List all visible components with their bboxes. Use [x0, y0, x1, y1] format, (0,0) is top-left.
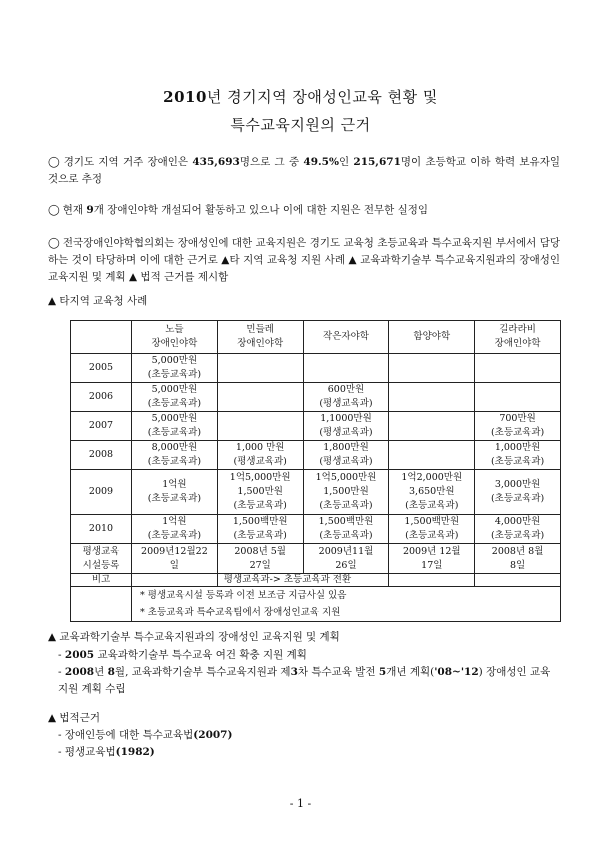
title-line-1 — [0, 88, 601, 106]
bold-number: '08~'12 — [434, 666, 479, 678]
cell-text: (초등교육과) — [147, 398, 202, 409]
year-cell: 2008 — [71, 441, 132, 470]
paragraph-disabled-population — [48, 154, 560, 188]
text: 교육과학기술부 특수교육 여건 확충 지원 계획 — [94, 649, 307, 661]
table-cell — [132, 412, 218, 441]
table-cell — [303, 515, 389, 544]
table-cell — [303, 354, 389, 383]
cell-text: (평생교육과) — [319, 456, 373, 467]
text: 평생교육법 — [64, 746, 116, 758]
cell-text: (초등교육과) — [233, 500, 287, 511]
legal-basis-item — [58, 727, 558, 744]
cell-text: 1억5,000만원 — [229, 472, 291, 483]
title-line-2: 특수교육지원의 근거 — [230, 116, 371, 134]
remarks-label-cell: 비고 — [71, 574, 132, 587]
header-text: 작은자야학 — [323, 331, 369, 342]
cell-text: 1억2,000만원 — [401, 472, 463, 483]
header-text: 민들레 — [246, 324, 274, 335]
cell-text: 1,500백만원 — [404, 516, 460, 527]
document-title — [0, 88, 601, 134]
table-cell — [475, 412, 561, 441]
cell-text: 1,800만원 — [323, 442, 369, 453]
moe-plan-2005 — [58, 647, 558, 664]
dash: - — [58, 729, 65, 741]
text: 인 — [338, 156, 354, 168]
table-row — [71, 515, 561, 544]
table-cell — [132, 470, 218, 515]
cell-text: (초등교육과) — [405, 530, 459, 541]
cell-text: 5,000만원 — [151, 384, 198, 395]
cell-text: 4,000만원 — [494, 516, 541, 527]
table-cell — [389, 383, 475, 412]
text: ) 장애성인 교육지원 계획 수립 — [58, 666, 551, 695]
section-legal-basis-title: ▲ 법적근거 — [48, 712, 100, 724]
text: 전국장애인야학협의회는 장애성인에 대한 교육지원은 경기도 교육청 초등교육과 특수교육지원 부서에서 담당하는 것이 타당하며 이에 대한 근거로 ▲타 지역 교육청 지원 사례 ▲ 교육과학기술부 특수교육지원과의 장애성인 교육지원 및 계획 ▲ 법적 근거를 제시함 — [48, 237, 560, 283]
cell-text: 3,000만원 — [494, 479, 541, 490]
bold-number: 5 — [378, 666, 387, 678]
text: 명이 초등학교 이하 학력 보유자일 것으로 추정 — [48, 156, 560, 185]
registration-label-cell — [71, 544, 132, 574]
cell-text: (초등교육과) — [490, 493, 545, 504]
table-cell — [132, 441, 218, 470]
registration-row — [71, 544, 561, 574]
cell-text: 평생교육 — [82, 545, 120, 557]
year-cell: 2006 — [71, 383, 132, 412]
cell-text: 1억원 — [162, 479, 187, 490]
table-cell — [475, 354, 561, 383]
year-cell: 2009 — [71, 470, 132, 515]
paragraph-night-school-count — [48, 202, 560, 219]
paragraph-association-claim — [48, 235, 560, 286]
cell-text: (평생교육과) — [233, 456, 287, 467]
cell-text: 26일 — [335, 559, 357, 571]
table-cell — [132, 544, 218, 574]
table-row — [71, 470, 561, 515]
bold-number: 49.5% — [303, 156, 339, 168]
notes-cell — [132, 587, 561, 622]
table-cell — [475, 470, 561, 515]
cell-text: 1,500백만원 — [232, 516, 288, 527]
circle-bullet-icon: ◯ — [48, 237, 60, 249]
cell-text: 600만원 — [327, 384, 365, 395]
text: 장애인등에 대한 특수교육법 — [64, 729, 194, 741]
cell-text: (초등교육과) — [319, 500, 373, 511]
table-cell — [132, 574, 218, 587]
table-row — [71, 441, 561, 470]
remarks-row — [71, 574, 561, 587]
header-text: 노들 — [165, 324, 184, 335]
cell-text: 700만원 — [499, 413, 536, 424]
table-cell — [475, 441, 561, 470]
cell-text: 1,500만원 — [323, 486, 369, 497]
table-cell — [217, 383, 303, 412]
header-text: 장애인야학 — [151, 338, 198, 349]
table-header-cell — [389, 321, 475, 354]
table-header-row — [71, 321, 561, 354]
cell-text: (초등교육과) — [490, 456, 545, 467]
table-cell — [217, 354, 303, 383]
cell-text: 2008년 8월 — [491, 545, 544, 557]
table-header-cell — [217, 321, 303, 354]
year-cell: 2010 — [71, 515, 132, 544]
cell-text: 1,500백만원 — [318, 516, 374, 527]
section-other-region-cases: ▲ 타지역 교육청 사례 — [48, 295, 148, 307]
cell-text: 2009년11월 — [318, 545, 374, 557]
text: 개년 계획( — [386, 666, 435, 678]
table-cell — [303, 383, 389, 412]
text: 명으로 그 중 — [239, 156, 304, 168]
cell-text: (초등교육과) — [147, 530, 202, 541]
cell-text: 1,000만원 — [494, 442, 541, 453]
table-row — [71, 383, 561, 412]
cell-text: 8일 — [509, 559, 526, 571]
table-cell — [132, 354, 218, 383]
cell-text: 5,000만원 — [151, 413, 198, 424]
text: 월, 교육과학기술부 특수교육지원과 제 — [114, 666, 291, 678]
title-year: 2010 — [163, 88, 207, 106]
table-cell — [303, 544, 389, 574]
text: 현재 — [62, 204, 87, 216]
bold-number: 2008 — [64, 666, 95, 678]
cell-text: 3,650만원 — [409, 486, 455, 497]
table-cell — [132, 515, 218, 544]
cell-text: (초등교육과) — [490, 427, 545, 438]
table-cell — [475, 515, 561, 544]
text: 개 장애인야학 개설되어 활동하고 있으나 이에 대한 지원은 전무한 실정임 — [93, 204, 429, 216]
bold-number: 3 — [290, 666, 298, 678]
cell-text: (초등교육과) — [147, 369, 202, 380]
cell-text: 2009년 12월 — [402, 545, 461, 557]
note-text: * 평생교육시설 등록과 이전 보조금 지급사실 있음 — [140, 590, 347, 601]
cell-text: (초등교육과) — [233, 530, 287, 541]
header-text: 길라라비 — [499, 324, 536, 335]
header-text: 장애인야학 — [494, 338, 541, 349]
table-cell — [389, 470, 475, 515]
circle-bullet-icon: ◯ — [48, 204, 60, 216]
table-cell — [303, 412, 389, 441]
table-cell — [389, 354, 475, 383]
cell-text: (초등교육과) — [405, 500, 459, 511]
text: 년 — [94, 666, 108, 678]
table-header-cell — [303, 321, 389, 354]
text: 차 특수교육 발전 — [297, 666, 379, 678]
bold-number: 8 — [107, 666, 115, 678]
dash: - — [58, 746, 65, 758]
header-text: 함양야학 — [413, 331, 451, 342]
table-cell — [475, 544, 561, 574]
text: 경기도 지역 거주 장애인은 — [63, 156, 193, 168]
bold-year: (2007) — [193, 729, 233, 741]
cell-text: 5,000만원 — [151, 355, 198, 366]
bold-number: 2005 — [64, 649, 95, 661]
table-cell — [217, 441, 303, 470]
bold-number: 215,671 — [353, 156, 401, 168]
table-header-cell — [132, 321, 218, 354]
table-cell — [389, 515, 475, 544]
bold-year: (1982) — [115, 746, 155, 758]
page-number: - 1 - — [289, 797, 312, 810]
table-cell — [217, 470, 303, 515]
dash: - — [58, 666, 65, 678]
cell-text: 2008년 5월 — [234, 545, 286, 557]
legal-basis-item — [58, 744, 558, 761]
table-cell — [389, 574, 475, 587]
cell-text: (평생교육과) — [319, 398, 373, 409]
cell-text: (평생교육과) — [319, 427, 373, 438]
table-cell — [217, 515, 303, 544]
table-cell — [475, 574, 561, 587]
cell-text: 시설등록 — [82, 559, 120, 571]
cell-text: 1억5,000만원 — [315, 472, 377, 483]
cell-text: (초등교육과) — [490, 530, 545, 541]
dash: - — [58, 649, 65, 661]
cell-text: (초등교육과) — [319, 530, 373, 541]
bold-number: 9 — [86, 204, 94, 216]
table-cell — [303, 441, 389, 470]
cell-text: 1,1000만원 — [320, 413, 372, 424]
title-line1-text: 년 경기지역 장애성인교육 현황 및 — [206, 88, 438, 106]
cell-text: 17일 — [421, 559, 443, 571]
notes-row — [71, 587, 561, 622]
cell-text: 1억원 — [162, 516, 187, 527]
table-cell — [389, 544, 475, 574]
table-cell — [389, 441, 475, 470]
table-header-cell — [475, 321, 561, 354]
table-cell — [389, 412, 475, 441]
table-row — [71, 354, 561, 383]
support-table — [70, 320, 561, 622]
year-cell: 2007 — [71, 412, 132, 441]
cell-text: 8,000만원 — [151, 442, 198, 453]
bold-number: 435,693 — [192, 156, 240, 168]
cell-text: 일 — [169, 559, 179, 571]
table-header-corner — [71, 321, 132, 354]
year-cell: 2005 — [71, 354, 132, 383]
table-cell — [217, 544, 303, 574]
cell-text: (초등교육과) — [147, 456, 202, 467]
table-cell — [217, 412, 303, 441]
cell-text: (초등교육과) — [147, 493, 202, 504]
table-cell — [303, 470, 389, 515]
circle-bullet-icon: ◯ — [48, 156, 61, 168]
cell-text: 27일 — [249, 559, 271, 571]
table-cell — [475, 383, 561, 412]
table-cell — [132, 383, 218, 412]
remarks-text: 평생교육과-> 초등교육과 전환 — [217, 574, 389, 587]
notes-empty-cell — [71, 587, 132, 622]
table-row — [71, 412, 561, 441]
section-moe-plan-title: ▲ 교육과학기술부 특수교육지원과의 장애성인 교육지원 및 계획 — [48, 631, 340, 643]
note-text: * 초등교육과 특수교육팀에서 장애성인교육 지원 — [140, 607, 341, 618]
header-text: 장애인야학 — [237, 338, 284, 349]
cell-text: 1,000 만원 — [235, 442, 285, 453]
moe-plan-2008 — [58, 664, 558, 698]
cell-text: (초등교육과) — [147, 427, 202, 438]
cell-text: 1,500만원 — [237, 486, 283, 497]
cell-text: 2009년12월22 — [141, 545, 208, 557]
